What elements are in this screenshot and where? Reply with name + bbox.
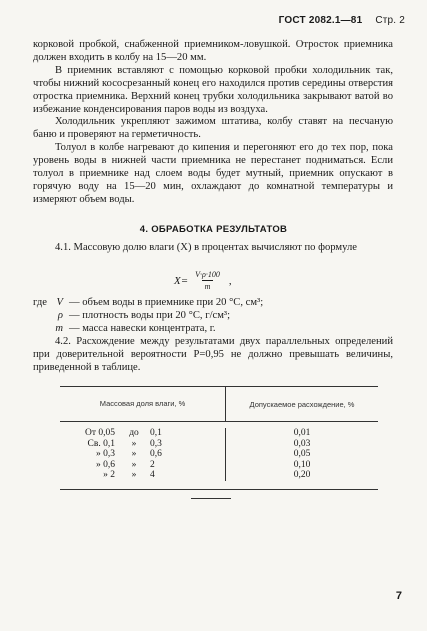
formula-numerator: V·ρ·100 bbox=[195, 270, 220, 279]
tolerance-value: 0,10 bbox=[293, 459, 311, 470]
definition-row: где V — объем воды в приемнике при 20 °C, см³; bbox=[33, 297, 393, 310]
table-row bbox=[60, 470, 225, 481]
range-word: » bbox=[131, 438, 137, 449]
range-word: » bbox=[131, 449, 137, 459]
formula-tail: , bbox=[228, 274, 232, 287]
range-to: 0,3 bbox=[150, 438, 162, 449]
paragraph: корковой пробкой, снабженной приемником-ловушкой. Отросток приемника должен входить в колбу на 15—20 мм. bbox=[33, 39, 393, 63]
paragraph: Толуол в колбе нагревают до кипения и перегоняют его до тех пор, пока уровень воды в нижней части приемника не перестанет подниматься. Если толуол в приемнике над слоем воды будет мутный, приемник опускают в горячую воду на 15—20 мин, охлаждают до комнатной температуры и измеряют объем воды. bbox=[33, 142, 393, 205]
range-from: » 2 bbox=[103, 470, 115, 480]
definition-text: — объем воды в приемнике при 20 °C, см³; bbox=[69, 297, 264, 308]
page-header bbox=[279, 15, 405, 26]
clause-4-2 bbox=[33, 336, 393, 375]
range-word: » bbox=[131, 470, 137, 480]
paragraph: 4.2. Расхождение между результатами двух параллельных определений при доверительной вероятности P=0,95 не должно превышать величины, приведенной в таблице. bbox=[33, 336, 393, 373]
column-header-moisture: Массовая доля влаги, % bbox=[60, 387, 226, 421]
table-row bbox=[60, 460, 225, 471]
moisture-formula bbox=[174, 270, 232, 291]
range-word: до bbox=[129, 428, 139, 438]
symbol-definitions bbox=[33, 297, 393, 336]
range-from: От 0,05 bbox=[84, 428, 115, 438]
range-from: Св. 0,1 bbox=[87, 438, 115, 449]
paragraph: 4.1. Массовую долю влаги (X) в процентах вычисляют по формуле bbox=[55, 242, 357, 253]
tolerance-column bbox=[226, 428, 378, 481]
end-rule bbox=[191, 498, 231, 499]
tolerance-table bbox=[60, 386, 378, 490]
range-word: » bbox=[131, 459, 137, 470]
range-to: 0,1 bbox=[150, 428, 162, 438]
definition-row bbox=[33, 310, 393, 323]
paragraph: Холодильник укрепляют зажимом штатива, колбу ставят на песчаную баню и проверяют на герметичность. bbox=[33, 116, 393, 141]
moisture-column bbox=[60, 428, 226, 481]
table-row bbox=[60, 449, 225, 460]
definition-symbol: m bbox=[55, 322, 63, 334]
formula-lhs: X= bbox=[174, 274, 189, 287]
intro-paragraphs bbox=[33, 39, 393, 207]
clause-4-1 bbox=[33, 242, 393, 255]
range-from: » 0,3 bbox=[96, 449, 115, 459]
formula-fraction bbox=[192, 270, 223, 291]
page-label: Стр. 2 bbox=[375, 15, 405, 26]
formula-denominator: m bbox=[202, 280, 214, 291]
table-row bbox=[60, 428, 225, 439]
page-number: 7 bbox=[395, 590, 402, 602]
definition-text: — плотность воды при 20 °C, г/см³; bbox=[69, 309, 231, 321]
definition-text: — масса навески концентрата, г. bbox=[69, 322, 216, 334]
table-header bbox=[60, 387, 378, 422]
range-to: 4 bbox=[150, 470, 155, 480]
column-header-tolerance: Допускаемое расхождение, % bbox=[249, 399, 355, 409]
range-to: 2 bbox=[150, 459, 155, 470]
tolerance-value: 0,03 bbox=[293, 438, 311, 449]
tolerance-value: 0,20 bbox=[293, 470, 311, 480]
table-row bbox=[60, 439, 225, 450]
definition-symbol: V bbox=[56, 297, 63, 308]
section-title: 4. ОБРАБОТКА РЕЗУЛЬТАТОВ bbox=[139, 224, 288, 235]
definition-row bbox=[33, 323, 393, 336]
tolerance-value: 0,05 bbox=[293, 449, 311, 459]
paragraph: В приемник вставляют с помощью корковой пробки холодильник так, чтобы нижний кососрезанный конец его находился против середины отверстия отростка приемника. Верхний конец трубки холодильника закрывают ватой во избежание конденсирования паров воды из воздуха. bbox=[33, 64, 393, 115]
definition-symbol: ρ bbox=[57, 309, 63, 321]
standard-code: ГОСТ 2082.1—81 bbox=[278, 15, 363, 26]
range-from: » 0,6 bbox=[96, 459, 115, 470]
tolerance-value: 0,01 bbox=[293, 428, 311, 438]
range-to: 0,6 bbox=[150, 449, 162, 459]
table-body bbox=[60, 422, 378, 489]
